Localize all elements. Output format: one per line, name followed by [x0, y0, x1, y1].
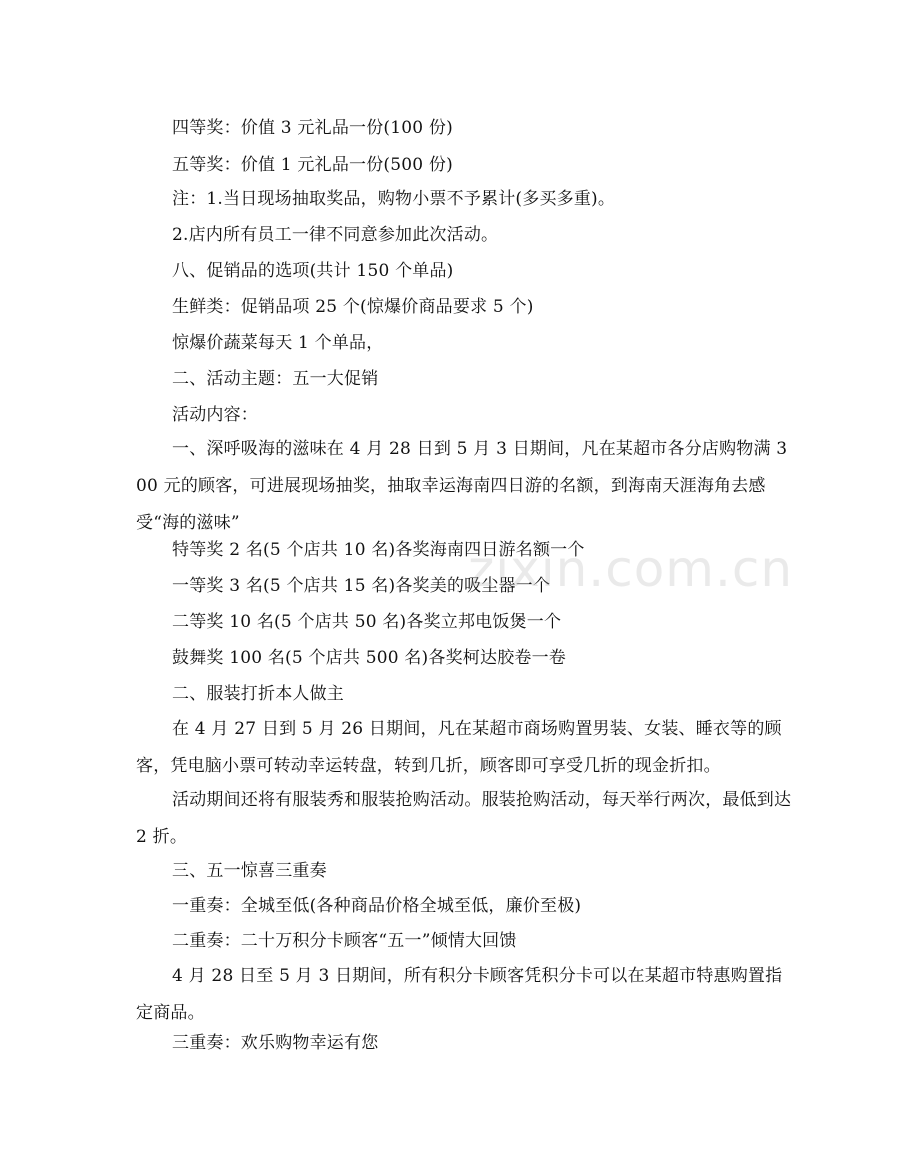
paragraph-18: 三、五一惊喜三重奏 — [172, 861, 327, 881]
paragraph-5: 八、促销品的选项(共计 150 个单品) — [172, 261, 454, 281]
paragraph-7: 惊爆价蔬菜每天 1 个单品， — [172, 333, 384, 353]
paragraph-16: 在 4 月 27 日到 5 月 26 日期间，凡在某超市商场购置男装、女装、睡衣等的顾客，凭电脑小票可转动幸运转盘，转到几折，顾客即可享受几折的现金折扣。 — [136, 719, 782, 776]
paragraph-13: 二等奖 10 名(5 个店共 50 名)各奖立邦电饭煲一个 — [172, 612, 562, 632]
paragraph-17: 活动期间还将有服装秀和服装抢购活动。服装抢购活动，每天举行两次，最低到达 2 折。 — [136, 790, 792, 847]
paragraph-12: 一等奖 3 名(5 个店共 15 名)各奖美的吸尘器一个 — [172, 576, 551, 596]
watermark-text: zixin.com.cn — [468, 540, 794, 598]
paragraph-1: 四等奖：价值 3 元礼品一份(100 份) — [172, 118, 453, 138]
paragraph-19: 一重奏：全城至低(各种商品价格全城至低，廉价至极) — [172, 896, 582, 916]
paragraph-14: 鼓舞奖 100 名(5 个店共 500 名)各奖柯达胶卷一卷 — [172, 648, 566, 668]
paragraph-2: 五等奖：价值 1 元礼品一份(500 份) — [172, 155, 453, 175]
paragraph-20: 二重奏：二十万积分卡顾客“五一”倾情大回馈 — [172, 931, 517, 951]
paragraph-3: 注：1.当日现场抽取奖品，购物小票不予累计(多买多重)。 — [172, 189, 616, 209]
paragraph-6: 生鲜类：促销品项 25 个(惊爆价商品要求 5 个) — [172, 297, 534, 317]
paragraph-15: 二、服装打折本人做主 — [172, 684, 344, 704]
paragraph-4: 2.店内所有员工一律不同意参加此次活动。 — [172, 225, 499, 245]
paragraph-10: 一、深呼吸海的滋味在 4 月 28 日到 5 月 3 日期间，凡在某超市各分店购物满 300 元的顾客，可进展现场抽奖，抽取幸运海南四日游的名额，到海南天涯海角去感受“海的滋味” — [136, 439, 788, 533]
paragraph-8: 二、活动主题：五一大促销 — [172, 369, 379, 389]
paragraph-21: 4 月 28 日至 5 月 3 日期间，所有积分卡顾客凭积分卡可以在某超市特惠购置指定商品。 — [136, 966, 783, 1023]
paragraph-22: 三重奏：欢乐购物幸运有您 — [172, 1033, 379, 1053]
paragraph-11: 特等奖 2 名(5 个店共 10 名)各奖海南四日游名额一个 — [172, 540, 585, 560]
paragraph-9: 活动内容： — [172, 405, 258, 425]
